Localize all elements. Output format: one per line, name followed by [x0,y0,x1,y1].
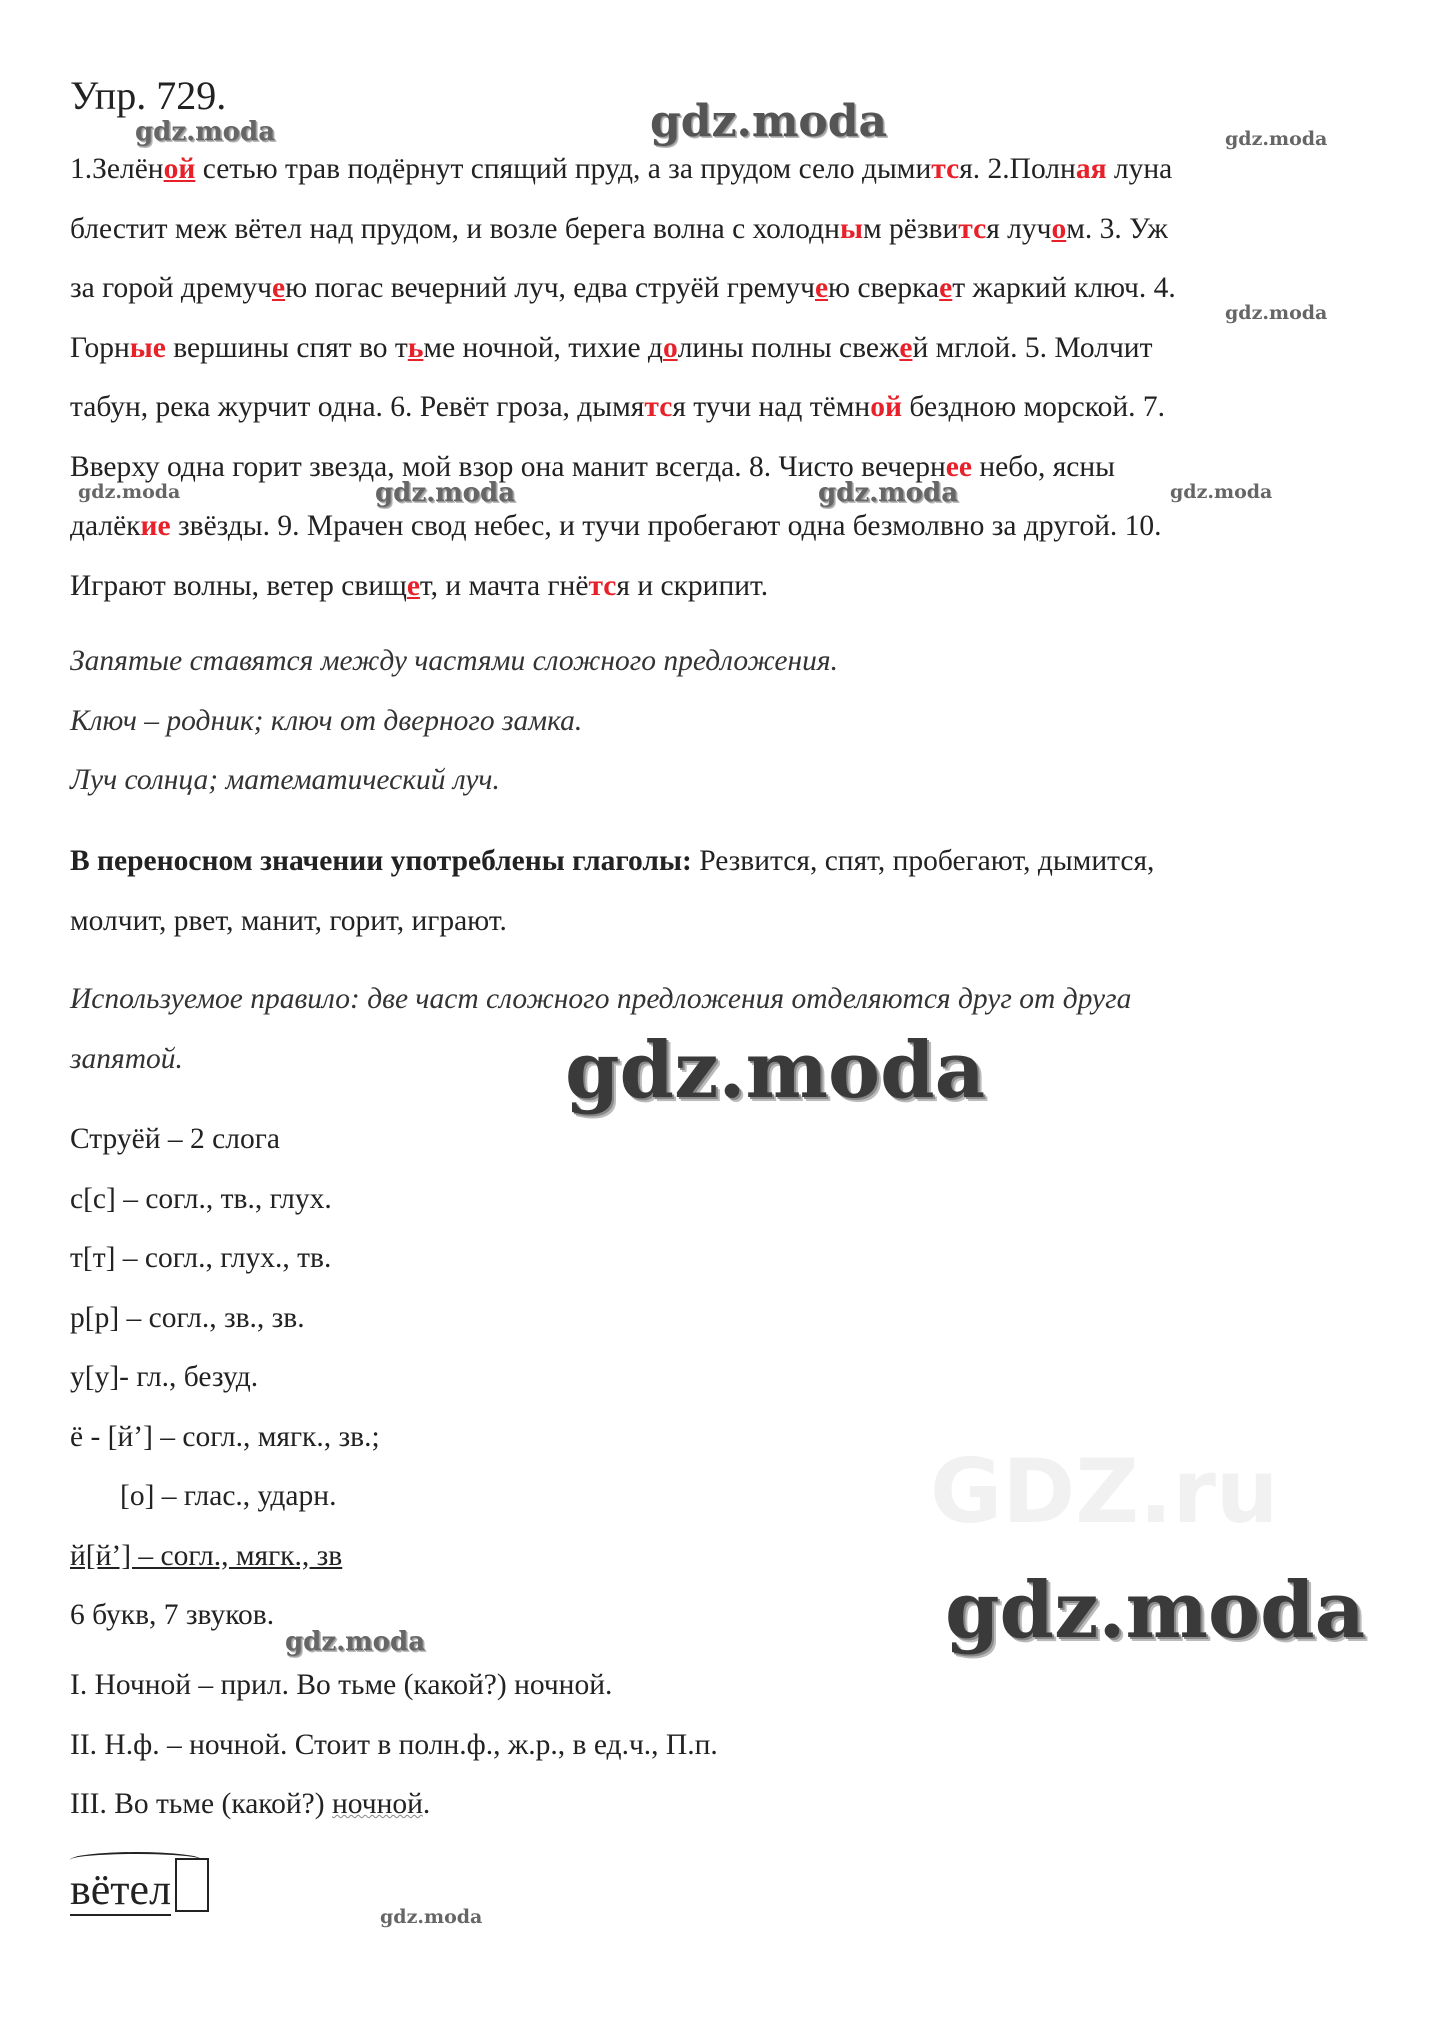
exercise-line-5: табун, река журчит одна. 6. Ревёт гроза, дымятся тучи над тёмной бездною морской. 7. [70,391,1166,423]
notes [70,632,1370,811]
watermark: gdz.moda [135,117,276,147]
figurative-verbs [70,832,1370,951]
phonetic-item-last: й[й’] – согл., мягк., зв [70,1539,343,1572]
highlight: ее [945,450,972,483]
note-key: Ключ – родник; ключ от дверного замка. [70,704,583,737]
phonetic-summary: 6 букв, 7 звуков. [70,1599,275,1631]
watermark: gdz.moda [1170,481,1273,503]
highlight: о [662,331,678,364]
rule-line-2: запятой. [70,1042,183,1075]
watermark: gdz.moda [650,96,888,147]
highlight: ие [140,510,171,542]
highlight: о [1051,212,1067,245]
figurative-list-2: молчит, рвет, манит, горит, играют. [70,904,507,937]
figurative-label: В переносном значении употреблены глаголы: [70,845,692,877]
watermark: gdz.moda [818,478,959,508]
watermark: gdz.moda [565,1025,986,1116]
phonetic-heading: Струёй – 2 слога [70,1123,280,1155]
highlight: е [406,569,420,602]
highlight: е [939,272,953,304]
highlight: тс [588,569,617,602]
morph-step-3: III. Во тьме (какой?) [70,1788,332,1820]
exercise-line-1: 1.Зелёной сетью трав подёрнут спящий пруд, а за прудом село дымится. 2.Полная луна [70,153,1173,185]
watermark: gdz.moda [945,1565,1366,1656]
watermark: gdz.moda [285,1627,426,1657]
morph-step-1: I. Ночной – прил. Во тьме (какой?) ночной. [70,1669,613,1701]
morphological-analysis: I. Ночной – прил. Во тьме (какой?) ночной. II. Н.ф. – ночной. Стоит в полн.ф., ж.р., в ед.ч., П.п. III. Во тьме (какой?) ночной. [70,1656,1370,1835]
phonetic-item: с[с] – согл., тв., глух. [70,1182,332,1215]
highlight: ая [1075,153,1107,185]
highlight: е [814,272,829,304]
highlight: ь [407,331,424,364]
figurative-list-1: Резвится, спят, пробегают, дымится, [691,845,1155,877]
phonetic-item: р[р] – согл., зв., зв. [70,1301,305,1334]
highlight: ые [129,331,166,364]
highlight: ы [839,212,863,245]
exercise-text [70,140,1370,616]
highlight: тс [644,391,673,423]
phonetic-item-indented: [о] – глас., ударн. [120,1480,337,1512]
watermark: gdz.moda [1225,302,1328,324]
exercise-line-4: Горные вершины спят во тьме ночной, тихие долины полны свежей мглой. 5. Молчит [70,331,1153,364]
highlight: ой [870,391,902,423]
highlight: ой [163,153,196,185]
morph-word: ночной [331,1788,423,1820]
watermark: gdz.moda [78,481,181,503]
exercise-line-8: Играют волны, ветер свищет, и мачта гнётся и скрипит. [70,569,769,602]
exercise-line-3: за горой дремучею погас вечерний луч, едва струёй гремучею сверкает жаркий ключ. 4. [70,272,1176,304]
note-commas: Запятые ставятся между частями сложного предложения. [70,645,838,677]
word-parse-word: вётел [70,1865,172,1914]
word-parse [70,1858,209,1915]
highlight: тс [958,212,987,245]
exercise-line-2: блестит меж вётел над прудом, и возле берега волна с холодным рёзвится лучом. 3. Уж [70,212,1168,245]
highlight: е [272,272,286,304]
phonetic-item: т[т] – согл., глух., тв. [70,1242,332,1274]
watermark: gdz.moda [375,478,516,508]
watermark-ghost: GDZ.ru [930,1440,1279,1543]
rule-line-1: Используемое правило: две част сложного предложения отделяются друг от друга [70,983,1132,1015]
watermark: gdz.moda [380,1906,483,1928]
exercise-line-7: далёкие звёзды. 9. Мрачен свод небес, и тучи пробегают одна безмолвно за другой. 10. [70,510,1162,542]
phonetic-item: ё - [й’] – согл., мягк., зв.; [70,1420,380,1453]
highlight: е [899,331,913,364]
phonetic-item: у[у]- гл., безуд. [70,1361,259,1393]
morph-step-2: II. Н.ф. – ночной. Стоит в полн.ф., ж.р., в ед.ч., П.п. [70,1728,718,1761]
exercise-line-6: Вверху одна горит звезда, мой взор она манит всегда. 8. Чисто вечернее небо, ясны [70,450,1116,483]
watermark: gdz.moda [1225,128,1328,150]
root-arc [70,1852,202,1868]
exercise-title: Упр. 729. [70,73,227,118]
highlight: тс [931,153,960,185]
note-ray: Луч солнца; математический луч. [70,764,500,796]
